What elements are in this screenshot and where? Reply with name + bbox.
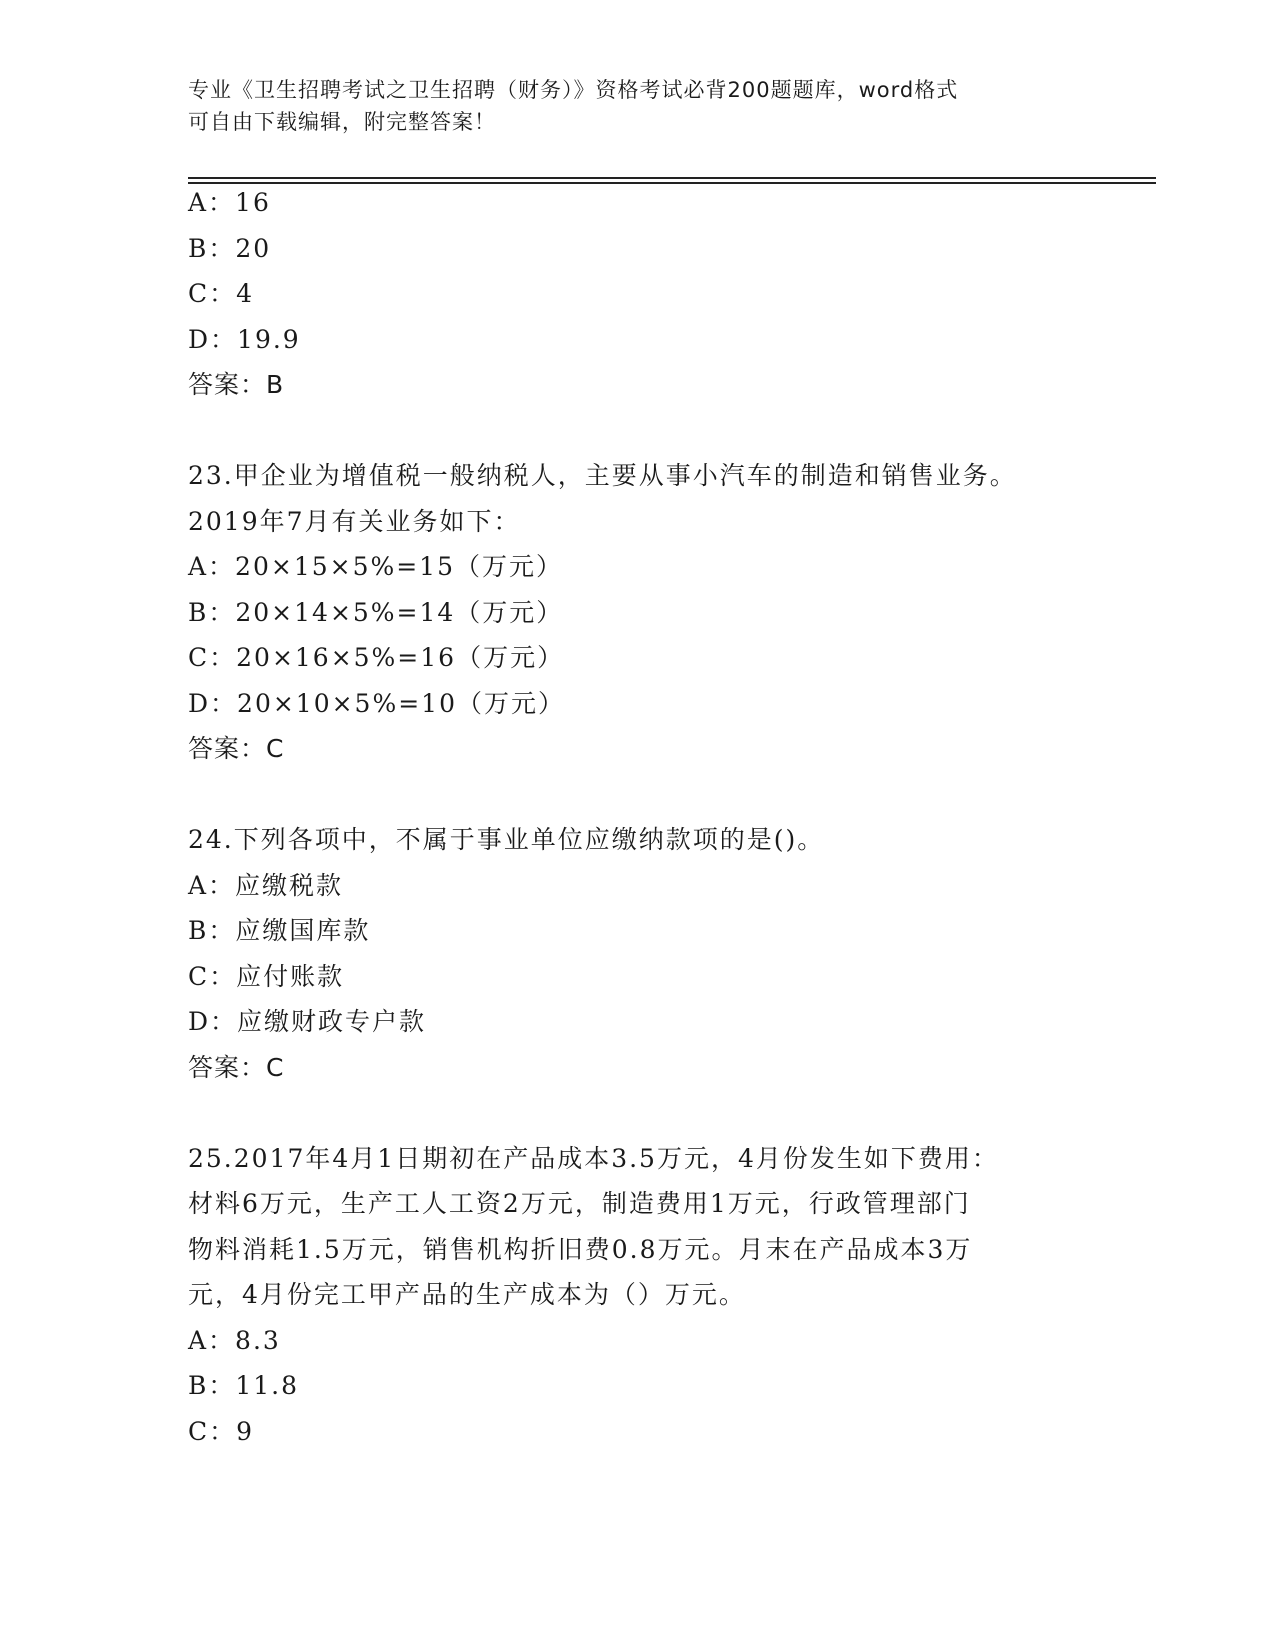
option-a: A：8.3	[188, 1325, 281, 1355]
question-stem-line: 24.下列各项中，不属于事业单位应缴纳款项的是()。	[188, 825, 825, 854]
header-title-line-1: 专业《卫生招聘考试之卫生招聘（财务）》资格考试必背200题题库，word格式	[188, 78, 959, 102]
option-d: D：20×10×5%=10（万元）	[188, 688, 565, 718]
question-stem-line: 2019年7月有关业务如下：	[188, 506, 521, 536]
option-c: C：20×16×5%=16（万元）	[188, 643, 565, 672]
spacer	[188, 772, 1088, 818]
header-title-line-2: 可自由下载编辑，附完整答案！	[188, 110, 496, 134]
question-25	[188, 1136, 1088, 1455]
question-stem-line: 25.2017年4月1日期初在产品成本3.5万元，4月份发生如下费用：	[188, 1143, 999, 1173]
question-22	[188, 180, 1088, 408]
document-header	[188, 74, 1088, 138]
option-a: A：20×15×5%=15（万元）	[188, 552, 563, 581]
answer: 答案：C	[188, 734, 285, 763]
header-divider-top	[188, 177, 1156, 179]
question-23	[188, 453, 1088, 772]
option-b: B：应缴国库款	[188, 916, 371, 945]
option-c: C：应付账款	[188, 961, 345, 991]
option-d: D：19.9	[188, 324, 301, 354]
question-list	[188, 180, 1088, 1454]
option-a: A：应缴税款	[188, 870, 344, 900]
question-stem-line: 物料消耗1.5万元，销售机构折旧费0.8万元。月末在产品成本3万	[188, 1234, 973, 1264]
spacer	[188, 1090, 1088, 1136]
question-stem-line: 材料6万元，生产工人工资2万元，制造费用1万元，行政管理部门	[188, 1189, 971, 1218]
option-d: D：应缴财政专户款	[188, 1007, 427, 1036]
option-b: B：20×14×5%=14（万元）	[188, 597, 564, 627]
question-stem-line: 元，4月份完工甲产品的生产成本为（）万元。	[188, 1280, 746, 1309]
option-c: C：4	[188, 279, 255, 308]
answer: 答案：C	[188, 1052, 285, 1082]
option-a: A：16	[188, 188, 271, 217]
question-stem-line: 23.甲企业为增值税一般纳税人，主要从事小汽车的制造和销售业务。	[188, 461, 1017, 490]
option-c: C：9	[188, 1416, 255, 1446]
option-b: B：20	[188, 233, 272, 263]
spacer	[188, 408, 1088, 454]
question-24	[188, 817, 1088, 1090]
answer: 答案：B	[188, 370, 285, 399]
option-b: B：11.8	[188, 1371, 300, 1400]
